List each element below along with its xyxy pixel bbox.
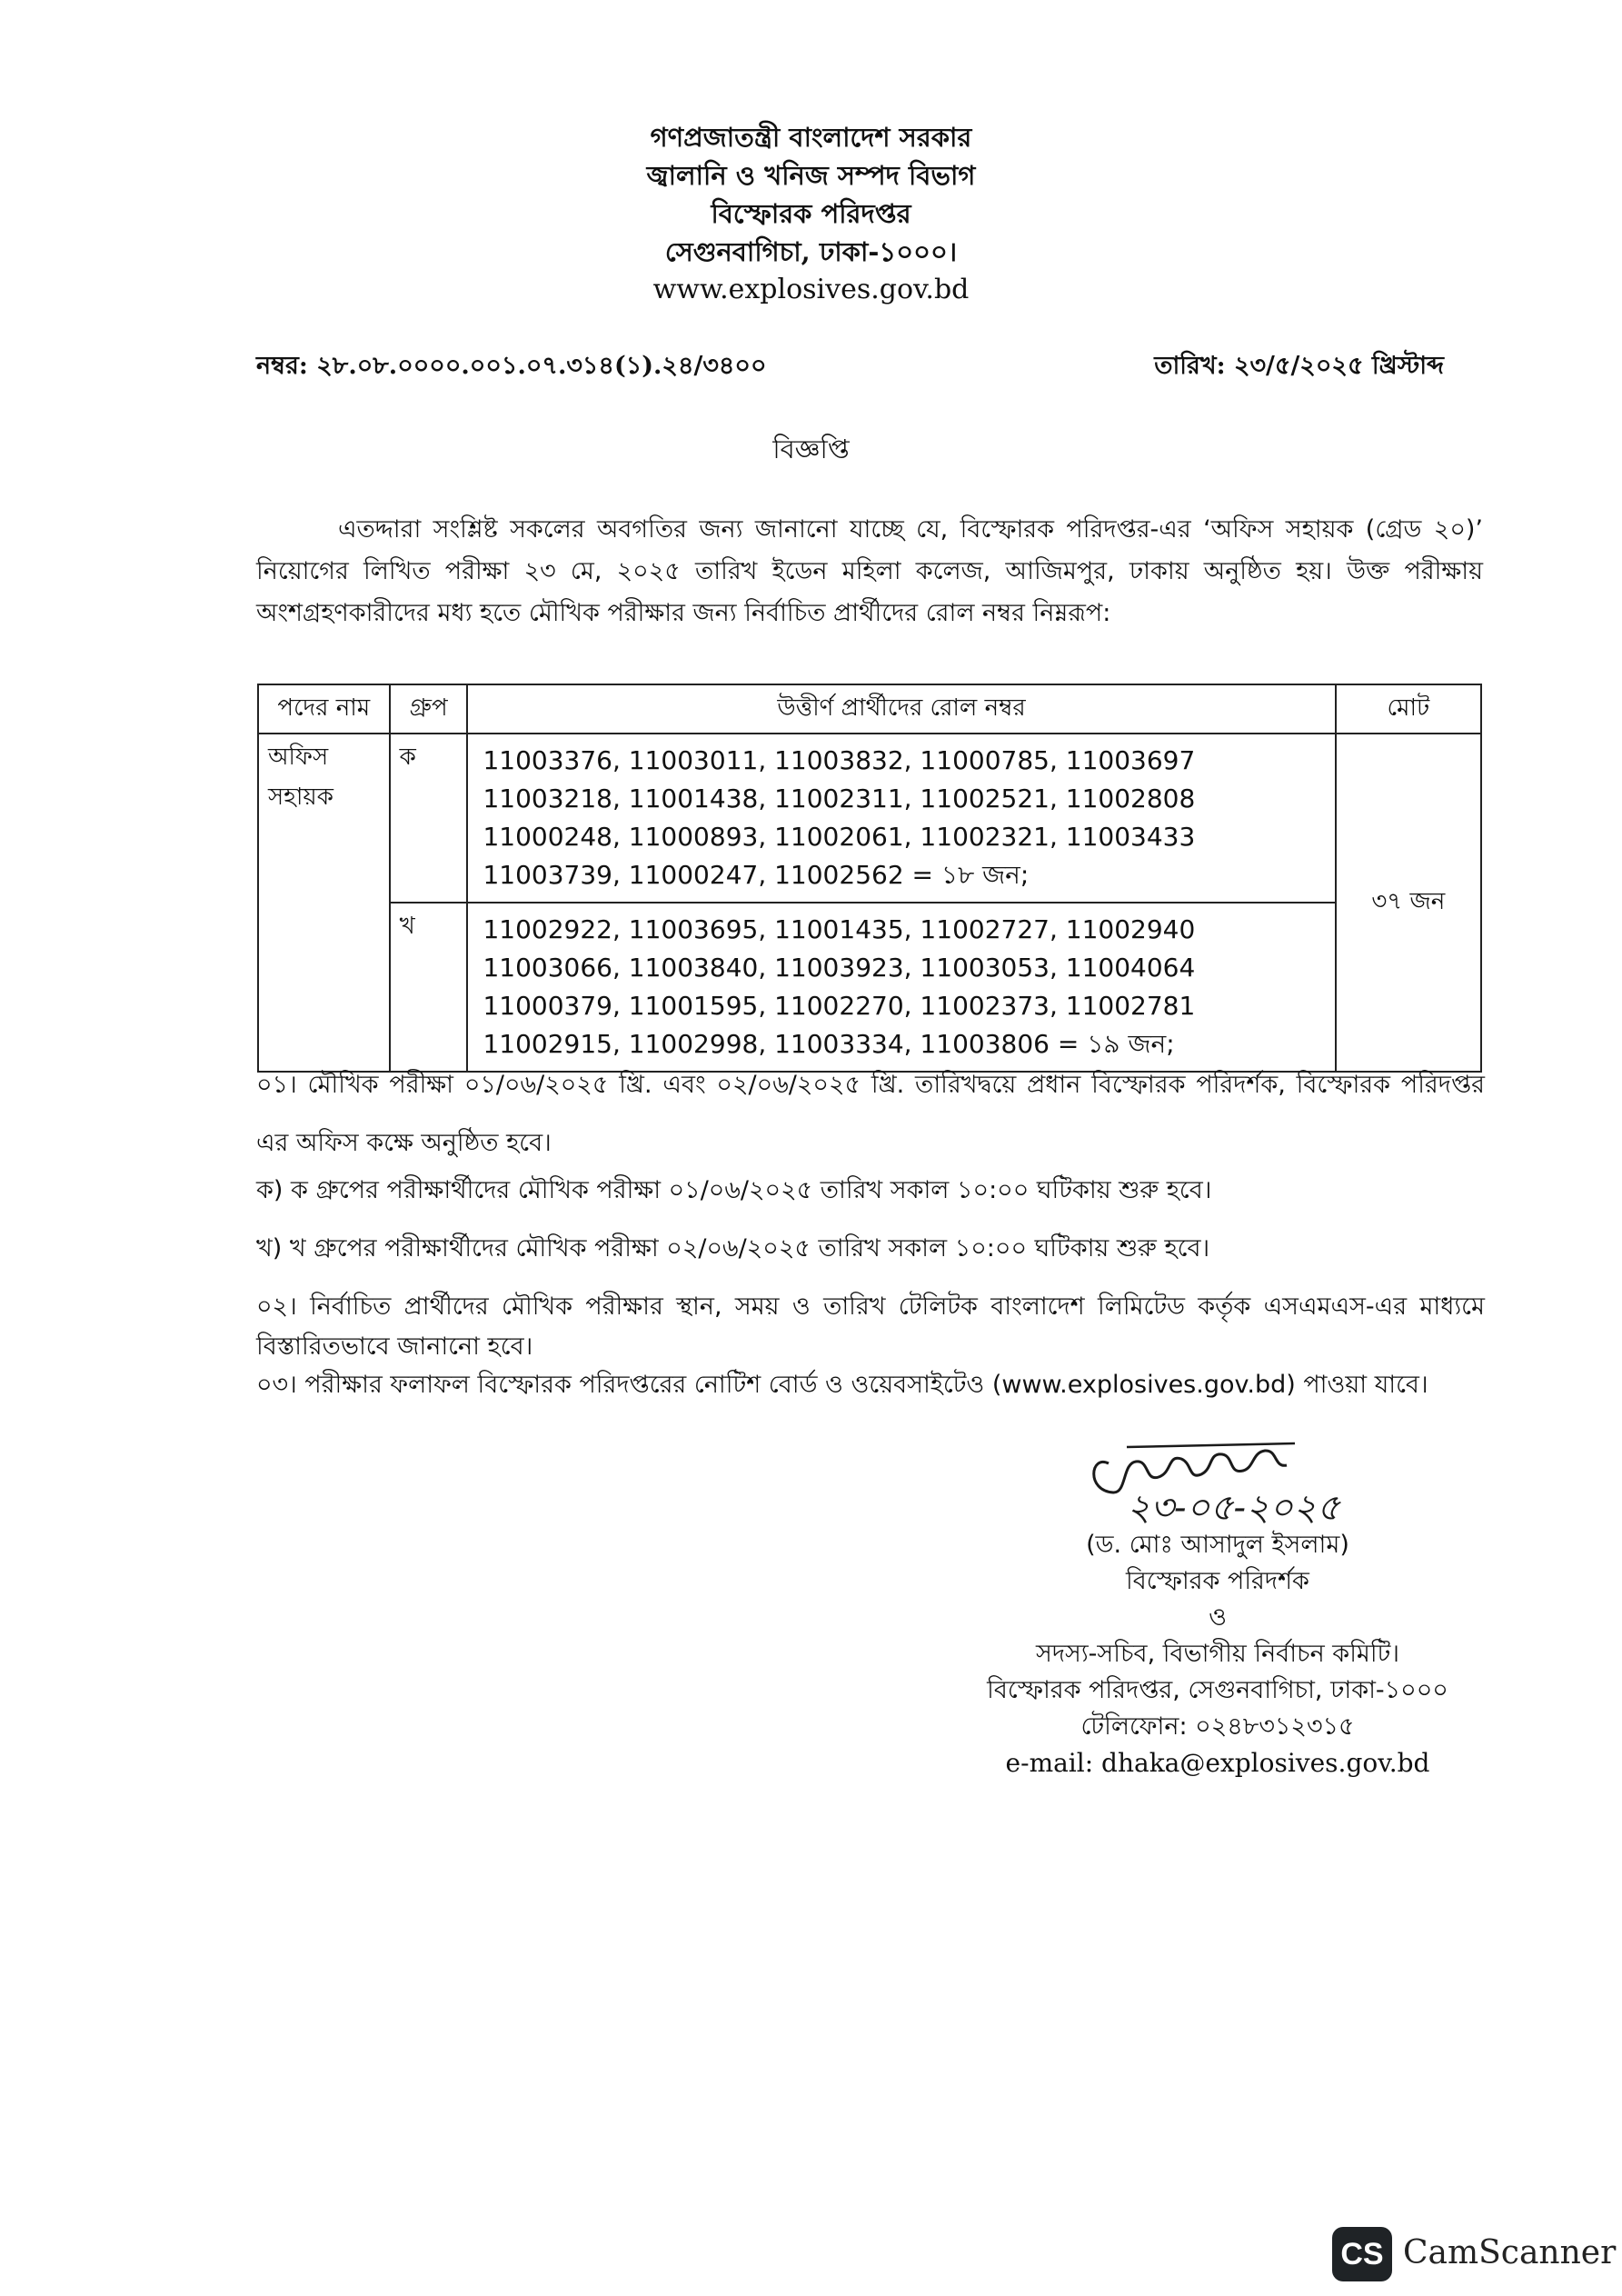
roll-line: 11003218, 11001438, 11002311, 11002521, 11002808 <box>483 784 1196 814</box>
table-row <box>258 903 1481 1072</box>
instruction-03: ০৩। পরীক্ষার ফলাফল বিস্ফোরক পরিদপ্তরের নোটিশ বোর্ড ও ওয়েবসাইটেও (www.explosives.gov.bd) পাওয়া যাবে। <box>256 1371 1428 1399</box>
roll-numbers-cell <box>467 734 1335 903</box>
instruction-group-ka: ক) ক গ্রুপের পরীক্ষার্থীদের মৌখিক পরীক্ষা ০১/০৬/২০২৫ তারিখ সকাল ১০:০০ ঘটিকায় শুরু হবে। <box>256 1176 1212 1204</box>
header-roll-numbers: উত্তীর্ণ প্রার্থীদের রোল নম্বর <box>467 684 1335 734</box>
roll-line: 11003066, 11003840, 11003923, 11003053, 11004064 <box>483 953 1196 983</box>
header-group: গ্রুপ <box>390 684 468 734</box>
signatory-designation: বিস্ফোরক পরিদর্শক <box>1126 1567 1309 1595</box>
signatory-block <box>981 1527 1454 1782</box>
group-cell: খ <box>390 903 468 1072</box>
roll-line: 11002915, 11002998, 11003334, 11003806 = ১৯ জন; <box>483 1029 1175 1059</box>
notice-title: বিজ্ঞপ্তি <box>772 434 850 464</box>
results-table <box>257 684 1482 1073</box>
camscanner-watermark: CamScanner <box>1403 2234 1617 2271</box>
post-cell <box>258 734 390 1072</box>
roll-numbers-cell <box>467 903 1335 1072</box>
memo-date: তারিখ: ২৩/৫/২০২৫ খ্রিস্টাব্দ <box>1154 352 1444 380</box>
roll-line: 11003739, 11000247, 11002562 = ১৮ জন; <box>483 860 1030 890</box>
signatory-email: e-mail: dhaka@explosives.gov.bd <box>1005 1748 1430 1778</box>
instruction-02: ০২। নির্বাচিত প্রার্থীদের মৌখিক পরীক্ষার স্থান, সময় ও তারিখ টেলিটক বাংলাদেশ লিমিটেড কর্তৃক এসএমএস-এর মাধ্যমে বিস্তারিতভাবে জানানো হবে। <box>256 1293 1485 1361</box>
post-name-line2: সহায়ক <box>268 784 333 811</box>
handwritten-signature <box>1072 1427 1399 1527</box>
division-name: জ্বালানি ও খনিজ সম্পদ বিভাগ <box>646 160 976 191</box>
signatory-phone: টেলিফোন: ০২৪৮৩১২৩১৫ <box>1080 1712 1355 1741</box>
roll-line: 11002922, 11003695, 11001435, 11002727, 11002940 <box>483 914 1196 944</box>
table-row <box>258 734 1481 903</box>
department-name: বিস্ফোরক পরিদপ্তর <box>711 198 911 229</box>
total-cell: ৩৭ জন <box>1336 734 1481 1072</box>
instruction-group-kha: খ) খ গ্রুপের পরীক্ষার্থীদের মৌখিক পরীক্ষা ০২/০৬/২০২৫ তারিখ সকাল ১০:০০ ঘটিকায় শুরু হবে। <box>256 1234 1210 1263</box>
roll-line: 11000379, 11001595, 11002270, 11002373, 11002781 <box>483 991 1196 1021</box>
signatory-role: সদস্য-সচিব, বিভাগীয় নির্বাচন কমিটি। <box>1035 1640 1400 1668</box>
table-header-row <box>258 684 1481 734</box>
instruction-01: ০১। মৌখিক পরীক্ষা ০১/০৬/২০২৫ খ্রি. এবং ০২/০৬/২০২৫ খ্রি. তারিখদ্বয়ে প্রধান বিস্ফোরক পরিদর্শক, বিস্ফোরক পরিদপ্তর এর অফিস কক্ষে অনুষ্ঠিত হবে। <box>256 1071 1485 1157</box>
signatory-office: বিস্ফোরক পরিদপ্তর, সেগুনবাগিচা, ঢাকা-১০০০ <box>987 1676 1448 1704</box>
signatory-and: ও <box>1209 1603 1227 1632</box>
roll-line: 11003376, 11003011, 11003832, 11000785, 11003697 <box>483 745 1196 775</box>
header-post: পদের নাম <box>258 684 390 734</box>
office-address: সেগুনবাগিচা, ঢাকা-১০০০। <box>664 236 958 267</box>
group-cell: ক <box>390 734 468 903</box>
handwritten-date: ২৩-০৫-২০২৫ <box>1127 1487 1340 1527</box>
signatory-name: (ড. মোঃ আসাদুল ইসলাম) <box>1086 1531 1349 1559</box>
camscanner-logo-icon: CS <box>1332 2227 1392 2281</box>
header-total: মোট <box>1336 684 1481 734</box>
letterhead <box>0 118 1622 309</box>
roll-line: 11000248, 11000893, 11002061, 11002321, 11003433 <box>483 822 1196 852</box>
govt-name: গণপ্রজাতন্ত্রী বাংলাদেশ সরকার <box>650 122 972 153</box>
website-url: www.explosives.gov.bd <box>652 274 970 305</box>
intro-paragraph: এতদ্দারা সংশ্লিষ্ট সকলের অবগতির জন্য জানানো যাচ্ছে যে, বিস্ফোরক পরিদপ্তর-এর ‘অফিস সহায়ক (গ্রেড ২০)’ নিয়োগের লিখিত পরীক্ষা ২৩ মে, ২০২৫ তারিখ ইডেন মহিলা কলেজ, আজিমপুর, ঢাকায় অনুষ্ঠিত হয়। উক্ত পরীক্ষায় অংশগ্রহণকারীদের মধ্য হতে মৌখিক পরীক্ষার জন্য নির্বাচিত প্রার্থীদের রোল নম্বর নিম্নরূপ: <box>256 515 1483 627</box>
post-name-line1: অফিস <box>268 744 329 771</box>
memo-number: নম্বর: ২৮.০৮.০০০০.০০১.০৭.৩১৪(১).২৪/৩৪০০ <box>256 352 767 380</box>
